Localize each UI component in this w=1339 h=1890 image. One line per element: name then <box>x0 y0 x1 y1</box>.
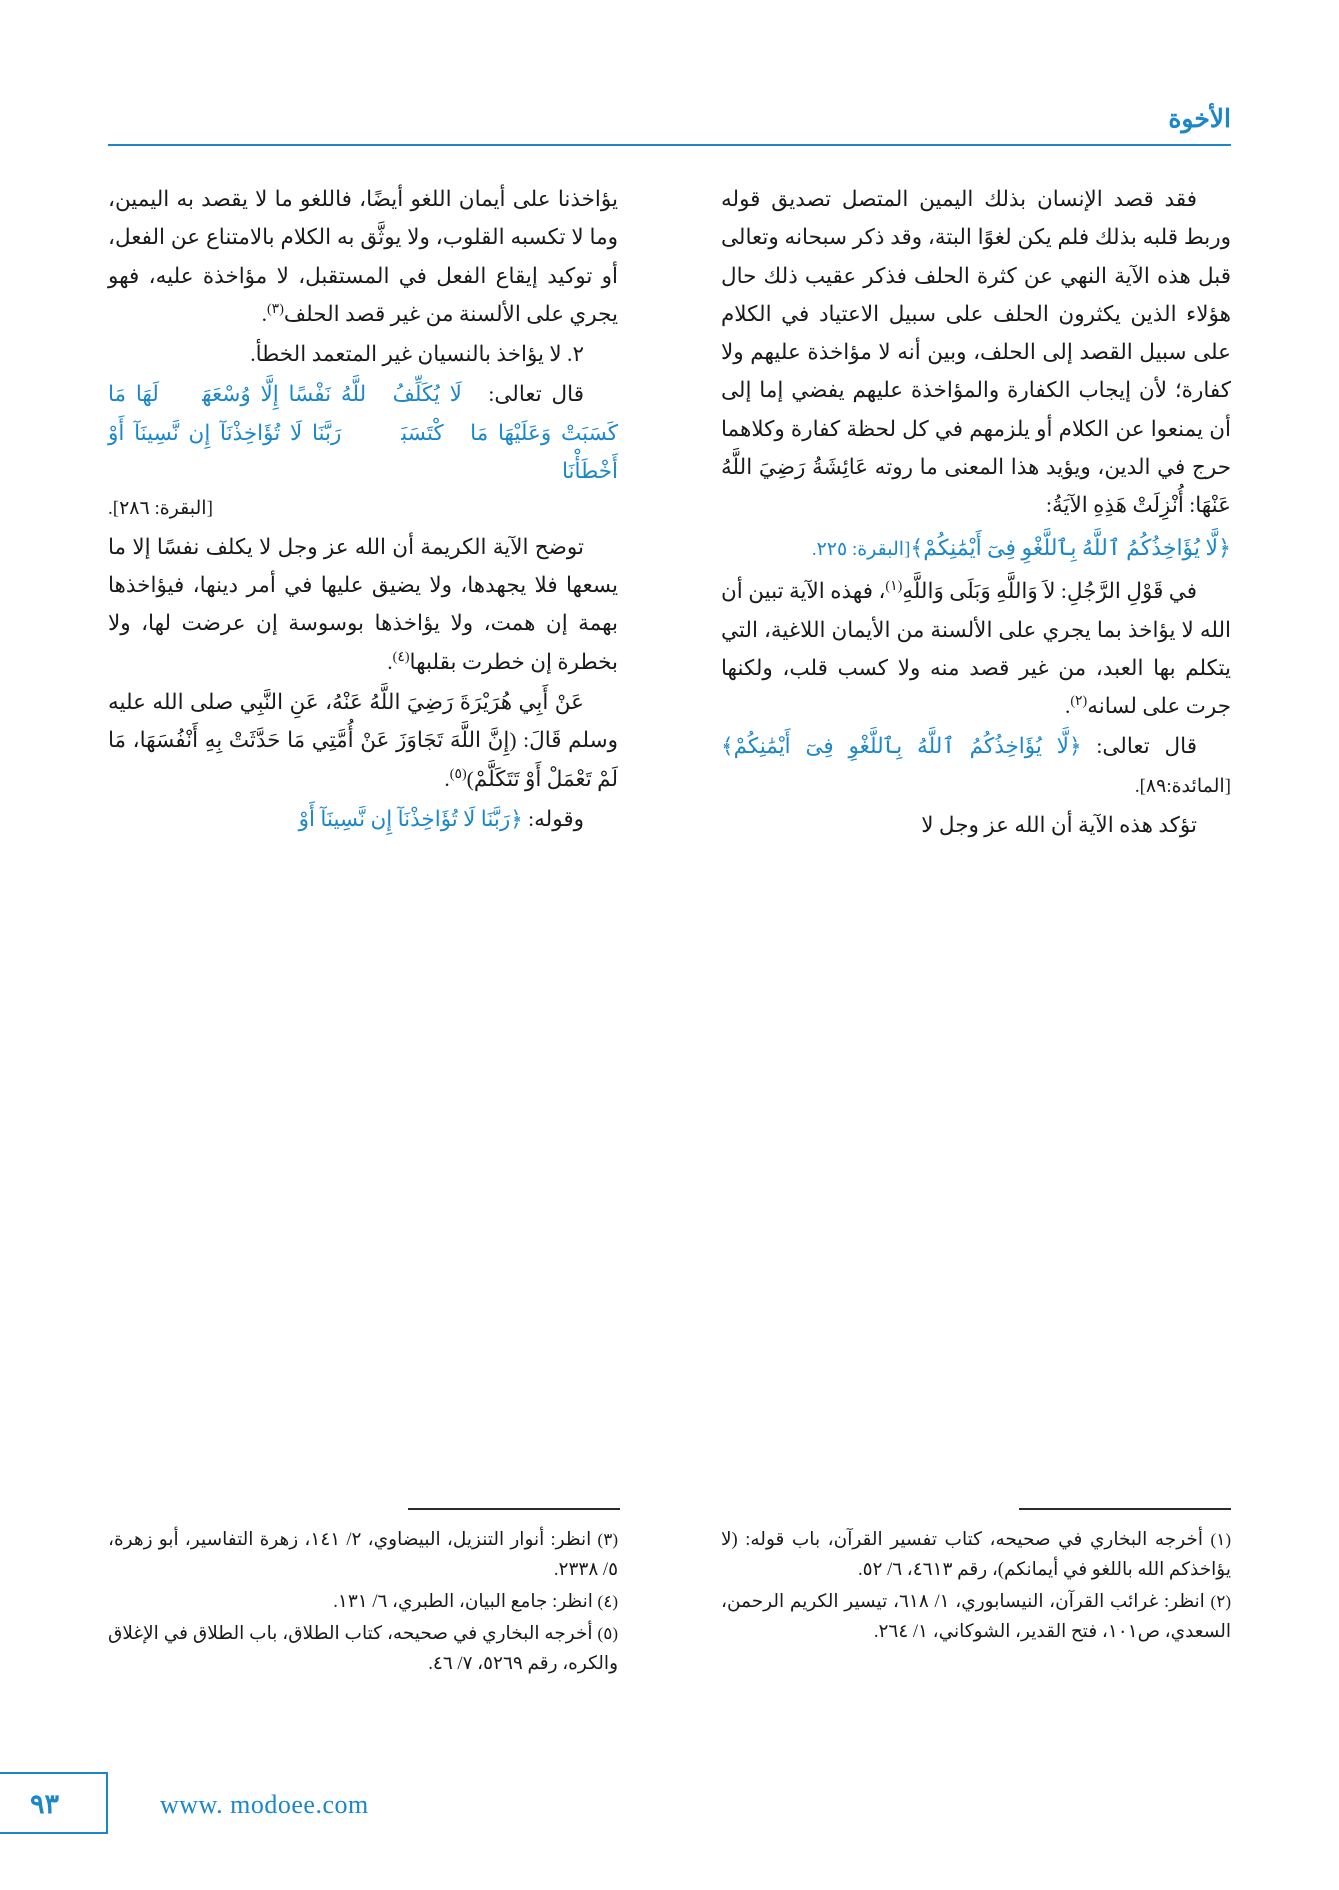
header-divider <box>108 144 1231 146</box>
footnote-ref: (٥) <box>449 766 467 782</box>
paragraph-with-verse <box>108 800 618 838</box>
quran-text: ﴿رَبَّنَا لَا تُؤَاخِذْنَآ إِن نَّسِينَآ أَوْ <box>298 806 523 831</box>
page-footer <box>0 1740 1339 1890</box>
footnote-ref: (٢) <box>1070 694 1088 710</box>
footnotes-column-right <box>721 1526 1231 1650</box>
footnote-text: انظر: جامع البيان، الطبري، ٦/ ١٣١. <box>333 1591 593 1612</box>
footnote-marker: (٢) <box>1210 1591 1231 1611</box>
paragraph-text: توضح الآية الكريمة أن الله عز وجل لا يكلف نفسًا إلا ما يسعها فلا يجهدها، ولا يضيق عليها في أمر دينها، فيؤاخذها بهمة إن همت، ولا يؤاخذها بوسوسة إن عرضت لها، ولا بخطرة إن خطرت بقلبها <box>108 534 618 674</box>
column-left <box>108 180 618 840</box>
paragraph <box>108 528 618 681</box>
page-number: ٩٣ <box>30 1789 60 1819</box>
verse-lead-in: وقوله: <box>528 806 584 831</box>
paragraph-text: في قَوْلِ الرَّجُلِ: لاَ وَاللَّهِ وَبَلَى وَاللَّهِ <box>902 579 1198 604</box>
column-right <box>721 180 1231 846</box>
paragraph: فقد قصد الإنسان بذلك اليمين المتصل تصديق قوله وربط قلبه بذلك فلم يكن لغوًا البتة، وقد ذكر سبحانه وتعالى قبل هذه الآية النهي عن كثرة الحلف فذكر عقيب ذلك حال هؤلاء الذين يكثرون الحلف على سبيل الاعتياد في الكلام على سبيل القصد إلى الحلف، وبين أنه لا مؤاخذة عليهم ولا كفارة؛ لأن إيجاب الكفارة والمؤاخذة عليهم يفضي إما إلى أن يمنعوا عن الكلام أو يلزمهم في كل لحظة كفارة وكلاهما حرج في الدين، ويؤيد هذا المعنى ما روته عَائِشَةُ رَضِيَ اللَّهُ عَنْهَا: أُنْزِلَتْ هَذِهِ الآيَةُ: <box>721 187 1231 518</box>
footnote-item <box>108 1588 618 1618</box>
body-columns <box>108 180 1231 1480</box>
paragraph-text-end: . <box>387 649 393 674</box>
paragraph-with-verse <box>721 727 1231 804</box>
hadith-paragraph <box>108 683 618 798</box>
footnote-text: انظر: أنوار التنزيل، البيضاوي، ٢/ ١٤١، زهرة التفاسير، أبو زهرة، ٥/ ٢٣٣٨. <box>108 1530 618 1580</box>
paragraph-text-cont: ، فهذه الآية تبين أن الله لا يؤاخذ بما يجري على الألسنة من الأيمان اللاغية، التي يتكلم بها العبد، من غير قصد منه ولا كسب قلب، ولكنها جرت على لسانه <box>721 579 1231 719</box>
footnote-item <box>721 1526 1231 1586</box>
footnote-text: أخرجه البخاري في صحيحه، كتاب الطلاق، باب الطلاق في الإغلاق والكره، رقم ٥٢٦٩، ٧/ ٤٦. <box>108 1623 618 1674</box>
hadith-text: عَنْ أَبِي هُرَيْرَةَ رَضِيَ اللَّهُ عَنْهُ، عَنِ النَّبِي صلى الله عليه وسلم قَالَ: (إِنَّ اللَّهَ تَجَاوَزَ عَنْ أُمَّتِي مَا حَدَّثَتْ بِهِ أَنْفُسَهَا، مَا لَمْ تَعْمَلْ أَوْ تَتَكَلَّمْ) <box>108 690 618 791</box>
quran-text: ﴿لَّا يُؤَاخِذُكُمُ ٱللَّهُ بِٱللَّغْوِ فِىٓ أَيْمَٰنِكُمْ﴾ <box>910 535 1231 561</box>
paragraph-with-verse <box>108 375 618 490</box>
footnotes-column-left <box>108 1526 618 1682</box>
footnote-divider-left <box>408 1508 620 1510</box>
paragraph-text-end: . <box>1064 694 1071 719</box>
paragraph: تؤكد هذه الآية أن الله عز وجل لا <box>921 812 1197 837</box>
verse-source: [البقرة: ٢٨٦]. <box>108 498 213 520</box>
footnote-item <box>721 1588 1231 1648</box>
footnote-ref: (٣) <box>267 301 284 317</box>
footnote-divider-right <box>1019 1508 1231 1510</box>
verse-source: [البقرة: ٢٢٥. <box>811 539 911 561</box>
quran-verse <box>721 526 1231 570</box>
paragraph <box>721 572 1231 725</box>
footnote-marker: (٥) <box>597 1623 618 1643</box>
footnote-marker: (٣) <box>597 1530 618 1549</box>
footnote-item <box>108 1620 618 1680</box>
paragraph-text-end: . <box>261 301 267 326</box>
numbered-point: ٢. لا يؤاخذ بالنسيان غير المتعمد الخطأ. <box>250 342 584 367</box>
paragraph <box>108 180 618 333</box>
footnote-ref: (٤) <box>392 649 410 665</box>
page-header-title: الأخوة <box>1168 106 1231 133</box>
footnote-marker: (٤) <box>597 1591 618 1611</box>
page-header <box>108 104 1231 148</box>
quran-text: ﴿لَا يُكَلِّفُ ٱللَّهُ نَفْسًا إِلَّا وُسْعَهَاۚ لَهَا مَا كَسَبَتْ وَعَلَيْهَا مَا ٱكْتَسَبَتْۗ رَبَّنَا لَا تُؤَاخِذْنَآ إِن نَّسِينَآ أَوْ أَخْطَأْنَا﴾ <box>108 382 618 483</box>
footnote-item <box>108 1526 618 1586</box>
footnotes-area <box>108 1508 1231 1748</box>
footnote-text: انظر: غرائب القرآن، النيسابوري، ١/ ٦١٨، تيسير الكريم الرحمن، السعدي، ص١٠١، فتح القدير، الشوكاني، ١/ ٢٦٤. <box>721 1591 1231 1642</box>
footnote-marker: (١) <box>1210 1530 1232 1549</box>
quran-text: ﴿لَّا يُؤَاخِذُكُمُ ٱللَّهُ بِٱللَّغْوِ فِىٓ أَيْمَٰنِكُمْ﴾ <box>721 734 1082 759</box>
hadith-text-end: . <box>444 766 450 791</box>
footnote-text: أخرجه البخاري في صحيحه، كتاب تفسير القرآن، باب قوله: (لا يؤاخذكم الله باللغو في أيمانكم)، رقم ٤٦١٣، ٦/ ٥٢. <box>721 1530 1231 1580</box>
paragraph-text: يؤاخذنا على أيمان اللغو أيضًا، فاللغو ما لا يقصد به اليمين، وما لا تكسبه القلوب، ولا يوثَّق به الكلام بالامتناع عن الفعل، أو توكيد إيقاع الفعل في المستقبل، لا مؤاخذة عليه، فهو يجري على الألسنة من غير قصد الحلف <box>108 187 618 326</box>
verse-lead-in: قال تعالى: <box>1096 734 1197 759</box>
website-url[interactable]: www. modoee.com <box>160 1790 369 1819</box>
verse-source: [المائدة:٨٩]. <box>1134 775 1231 797</box>
footnote-ref: (١) <box>885 579 903 595</box>
verse-lead-in: قال تعالى: <box>488 382 584 407</box>
